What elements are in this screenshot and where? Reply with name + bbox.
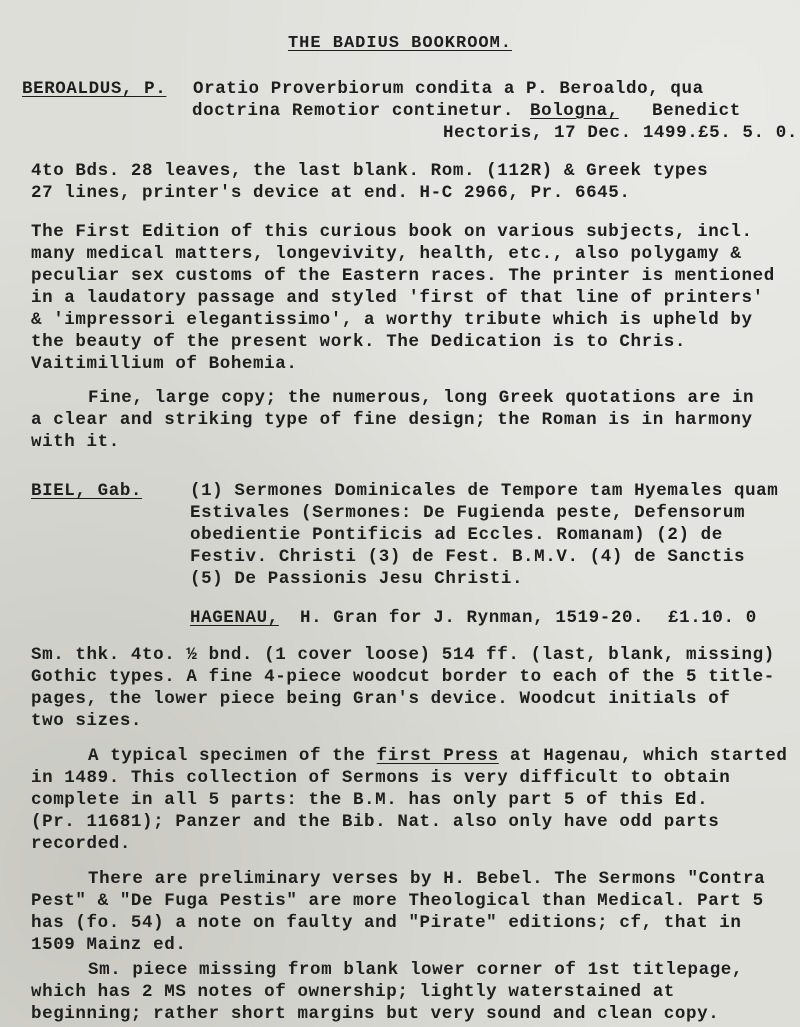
entry1-imprint-date: Hectoris, 17 Dec. 1499.: [443, 123, 699, 143]
entry1-para1-line: The First Edition of this curious book on various subjects, incl.: [31, 222, 753, 242]
entry1-printer: Benedict: [652, 101, 741, 121]
entry1-para2-line: Fine, large copy; the numerous, long Greek quotations are in: [88, 388, 755, 408]
entry2-title-line: Festiv. Christi (3) de Fest. B.M.V. (4) de Sanctis: [190, 547, 746, 567]
entry2-para1-first-line: [88, 745, 787, 767]
entry2-title-line: Estivales (Sermones: De Fugienda peste, Defensorum: [190, 503, 746, 523]
entry2-para2-line: 1509 Mainz ed.: [31, 935, 187, 955]
entry2-para3-line: beginning; rather short margins but very sound and clean copy.: [31, 1004, 720, 1024]
entry2-place: HAGENAU,: [190, 608, 279, 628]
entry2-para1-start: A typical specimen of the: [88, 746, 377, 766]
entry1-para1-line: the beauty of the present work. The Dedication is to Chris.: [31, 332, 687, 352]
entry2-title-line: (5) De Passionis Jesu Christi.: [190, 569, 524, 589]
entry2-para1-line: in 1489. This collection of Sermons is very difficult to obtain: [31, 768, 731, 788]
entry1-collation-2: 27 lines, printer's device at end. H-C 2966, Pr. 6645.: [31, 183, 631, 203]
entry2-para1-line: complete in all 5 parts: the B.M. has only part 5 of this Ed.: [31, 790, 709, 810]
entry2-para3-line: which has 2 MS notes of ownership; lightly waterstained at: [31, 982, 675, 1002]
entry2-collation-line: Gothic types. A fine 4-piece woodcut border to each of the 5 title-: [31, 667, 775, 687]
entry1-para1-line: Vaitimillium of Bohemia.: [31, 354, 298, 374]
entry2-para1-line: (Pr. 11681); Panzer and the Bib. Nat. also only have odd parts: [31, 812, 720, 832]
entry2-para2-line: Pest" & "De Fuga Pestis" are more Theological than Medical. Part 5: [31, 891, 764, 911]
entry2-collation-line: Sm. thk. 4to. ½ bnd. (1 cover loose) 514 ff. (last, blank, missing): [31, 645, 775, 665]
entry1-para1-line: & 'impressori elegantissimo', a worthy tribute which is upheld by: [31, 310, 753, 330]
entry1-place: Bologna,: [530, 101, 619, 121]
entry2-para2-line: There are preliminary verses by H. Bebel. The Sermons "Contra: [88, 869, 766, 889]
entry1-para2-line: a clear and striking type of fine design; the Roman is in harmony: [31, 410, 753, 430]
entry1-title-line1: Oratio Proverbiorum condita a P. Beroaldo, qua: [193, 79, 704, 99]
entry2-para1-line: recorded.: [31, 834, 131, 854]
entry2-imprint: H. Gran for J. Rynman, 1519-20.: [300, 608, 645, 628]
page-title: THE BADIUS BOOKROOM.: [287, 34, 513, 53]
entry1-para1-line: in a laudatory passage and styled 'first of that line of printers': [31, 288, 764, 308]
entry2-title-line1: (1) Sermones Dominicales de Tempore tam Hyemales quam: [190, 481, 779, 501]
entry1-price: £5. 5. 0.: [698, 123, 798, 143]
entry2-author: BIEL, Gab.: [31, 481, 143, 501]
entry1-para1-line: many medical matters, longevivity, health, etc., also polygamy &: [31, 244, 742, 264]
entry2-price: £1.10. 0: [668, 608, 757, 628]
entry2-collation-line: two sizes.: [31, 711, 143, 731]
entry2-collation-line: pages, the lower piece being Gran's device. Woodcut initials of: [31, 689, 731, 709]
entry1-title-line2: doctrina Remotior continetur.: [192, 101, 514, 121]
entry1-para2-line: with it.: [31, 432, 120, 452]
entry2-para1-underlined: first Press: [376, 746, 499, 766]
entry2-para2-line: has (fo. 54) a note on faulty and "Pirate" editions; cf, that in: [31, 913, 742, 933]
entry1-collation-1: 4to Bds. 28 leaves, the last blank. Rom. (112R) & Greek types: [31, 161, 709, 181]
entry1-para1-line: peculiar sex customs of the Eastern races. The printer is mentioned: [31, 266, 775, 286]
entry2-title-line: obedientie Pontificis ad Eccles. Romanam) (2) de: [190, 525, 723, 545]
entry2-para3-line: Sm. piece missing from blank lower corner of 1st titlepage,: [88, 960, 744, 980]
entry2-para1-end: at Hagenau, which started: [498, 746, 788, 766]
entry1-author: BEROALDUS, P.: [22, 79, 167, 99]
